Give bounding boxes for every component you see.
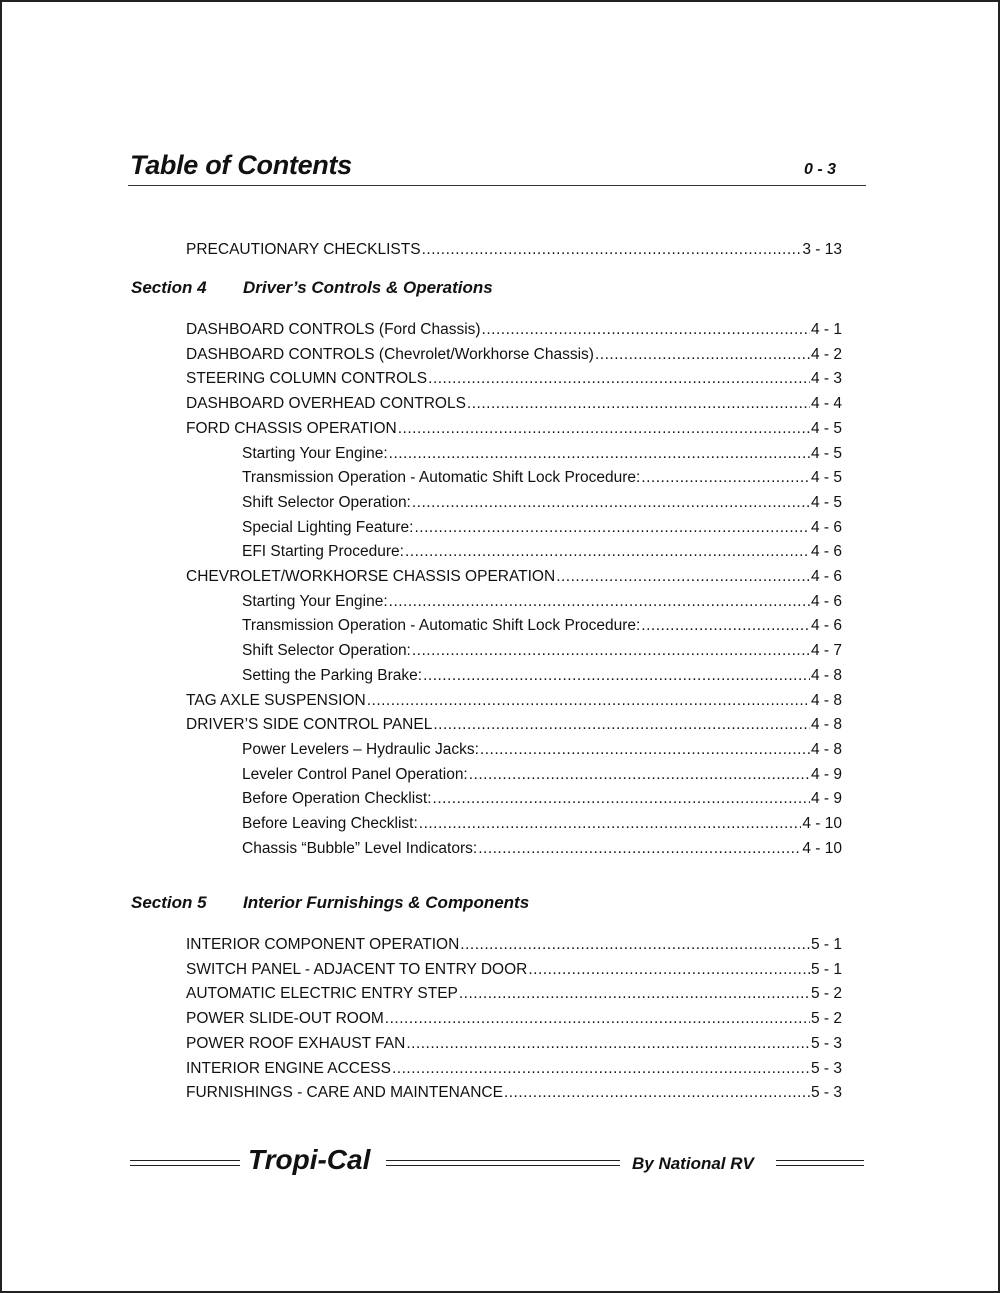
toc-entry-title: Before Leaving Checklist: [242,815,418,832]
toc-dot-leader [422,239,802,261]
toc-entry-page: 5 - 1 [810,960,842,978]
toc-dot-leader [460,934,810,956]
toc-entry [186,690,842,712]
toc-entry-title: DASHBOARD CONTROLS (Ford Chassis) [186,321,481,338]
toc-entry [186,566,842,588]
toc-entry-title: EFI Starting Procedure: [242,543,404,561]
toc-entry [186,239,842,261]
toc-dot-leader [405,541,810,563]
toc-entry [242,492,842,514]
section-title: Driver’s Controls & Operations [243,278,493,297]
toc-entry-title: Transmission Operation - Automatic Shift Lock Procedure: [242,469,641,487]
toc-entry-page: 4 - 7 [810,642,842,660]
toc-entry-title: Transmission Operation - Automatic Shift Lock Procedure: [242,617,641,635]
toc-dot-leader [433,788,810,810]
toc-dot-leader [504,1082,810,1104]
toc-entry [186,418,842,440]
toc-dot-leader [467,393,810,415]
toc-entry-page: 4 - 5 [810,469,842,487]
toc-entry-page: 4 - 9 [810,765,842,783]
section-number: Section 4 [131,278,207,297]
footer-rule-left [130,1160,240,1166]
toc-entry [186,714,842,736]
toc-entry-page: 4 - 6 [810,617,842,635]
toc-entry [242,517,842,539]
toc-entry-title: Starting Your Engine: [242,444,388,462]
toc-entry-page: 4 - 2 [810,345,842,363]
toc-dot-leader [414,517,810,539]
page-footer [130,1144,866,1184]
toc-dot-leader [428,368,810,390]
page-header [128,150,866,190]
toc-entry [242,838,842,860]
toc-dot-leader [459,983,810,1005]
toc-entry [186,1033,842,1055]
toc-entry-title: DASHBOARD CONTROLS (Chevrolet/Workhorse Chassis) [186,345,594,363]
toc-entry [186,393,842,415]
toc-entry-title: FORD CHASSIS OPERATION [186,419,397,437]
toc-entry-title: POWER ROOF EXHAUST FAN [186,1034,406,1052]
toc-entry [242,443,842,465]
toc-entry-title: Starting Your Engine: [242,592,388,610]
toc-entry-page: 4 - 6 [810,543,842,561]
toc-entry [186,344,842,366]
toc-entry-page: 4 - 6 [810,518,842,536]
toc-entry-title: STEERING COLUMN CONTROLS [186,370,428,388]
toc-entry-title: Shift Selector Operation: [242,642,411,660]
toc-entry-title: CHEVROLET/WORKHORSE CHASSIS OPERATION [186,568,556,585]
section-title: Interior Furnishings & Components [243,893,530,912]
toc-entry-page: 4 - 8 [810,666,842,684]
toc-entry [186,368,842,390]
toc-entry-title: Setting the Parking Brake: [242,666,423,684]
toc-dot-leader [385,1008,810,1030]
toc-entry-page: 4 - 4 [810,395,842,413]
toc-dot-leader [398,418,810,440]
toc-dot-leader [389,443,810,465]
toc-entry-page: 4 - 5 [810,419,842,437]
toc-entry-page: 5 - 3 [810,1034,842,1052]
toc-dot-leader [641,467,810,489]
toc-dot-leader [419,813,802,835]
toc-entry-title: INTERIOR COMPONENT OPERATION [186,936,460,953]
toc-entry-page: 4 - 5 [810,493,842,511]
toc-entry-title: TAG AXLE SUSPENSION [186,691,366,709]
toc-dot-leader [482,319,810,341]
toc-dot-leader [412,640,810,662]
toc-dot-leader [641,615,810,637]
toc-entry-title: INTERIOR ENGINE ACCESS [186,1059,391,1077]
toc-entry [242,665,842,687]
toc-entry [242,640,842,662]
toc-entry [242,739,842,761]
toc-entry [186,983,842,1005]
toc-dot-leader [478,838,801,860]
toc-entry [186,1058,842,1080]
toc-entry-title: DASHBOARD OVERHEAD CONTROLS [186,395,466,413]
toc-dot-leader [480,739,810,761]
toc-entry-page: 5 - 2 [810,1010,842,1028]
section-heading [131,276,493,300]
toc-entry-page: 4 - 10 [802,839,842,857]
footer-rule-right [776,1160,864,1166]
footer-by-line: By National RV [632,1154,754,1173]
toc-entry-page: 4 - 8 [810,716,842,734]
toc-entry-page: 5 - 3 [810,1059,842,1077]
toc-dot-leader [389,591,810,613]
footer-rule-middle [386,1160,620,1166]
header-rule [128,185,866,186]
toc-dot-leader [556,566,810,588]
toc-entry-page: 5 - 2 [810,985,842,1003]
toc-entry [242,615,842,637]
toc-entry-title: Leveler Control Panel Operation: [242,765,468,783]
toc-entry [242,591,842,613]
footer-brand: Tropi-Cal [248,1144,371,1175]
toc-dot-leader [528,959,810,981]
toc-entry-page: 4 - 8 [810,691,842,709]
toc-entry-title: PRECAUTIONARY CHECKLISTS [186,241,421,258]
section-heading [131,891,529,915]
toc-entry-page: 4 - 5 [810,444,842,462]
toc-dot-leader [469,764,810,786]
toc-entry-page: 4 - 8 [810,740,842,758]
toc-entry [242,764,842,786]
toc-entry-page: 4 - 3 [810,370,842,388]
toc-entry-title: Before Operation Checklist: [242,790,432,808]
toc-entry-page: 4 - 9 [810,790,842,808]
toc-entry [242,813,842,835]
toc-entry-page: 5 - 3 [810,1084,842,1102]
toc-entry-title: POWER SLIDE-OUT ROOM [186,1010,384,1028]
toc-dot-leader [433,714,810,736]
toc-entry-title: Shift Selector Operation: [242,493,411,511]
toc-entry [242,541,842,563]
toc-dot-leader [595,344,810,366]
toc-entry-page: 4 - 6 [810,592,842,610]
toc-entry [186,1008,842,1030]
toc-entry [186,1082,842,1104]
toc-entry [242,467,842,489]
page-number: 0 - 3 [803,161,836,178]
toc-entry [242,788,842,810]
toc-entry-title: SWITCH PANEL - ADJACENT TO ENTRY DOOR [186,960,528,978]
toc-entry-title: DRIVER’S SIDE CONTROL PANEL [186,716,433,734]
section-number: Section 5 [131,893,207,912]
toc-dot-leader [406,1033,810,1055]
toc-entry-page: 4 - 10 [802,815,842,832]
page-title: Table of Contents [130,150,352,180]
toc-entry-page: 5 - 1 [810,936,842,953]
toc-entry [186,959,842,981]
toc-entry-page: 4 - 1 [810,321,842,338]
toc-entry-title: AUTOMATIC ELECTRIC ENTRY STEP [186,985,458,1003]
toc-entry-title: Power Levelers – Hydraulic Jacks: [242,740,479,758]
toc-entry [186,319,842,341]
toc-entry-page: 3 - 13 [802,241,842,258]
toc-dot-leader [412,492,810,514]
toc-entry-title: Chassis “Bubble” Level Indicators: [242,839,478,857]
toc-dot-leader [392,1058,810,1080]
toc-dot-leader [423,665,810,687]
toc-entry [186,934,842,956]
toc-entry-title: FURNISHINGS - CARE AND MAINTENANCE [186,1084,503,1102]
toc-entry-page: 4 - 6 [810,568,842,585]
toc-entry-title: Special Lighting Feature: [242,518,414,536]
toc-dot-leader [367,690,810,712]
